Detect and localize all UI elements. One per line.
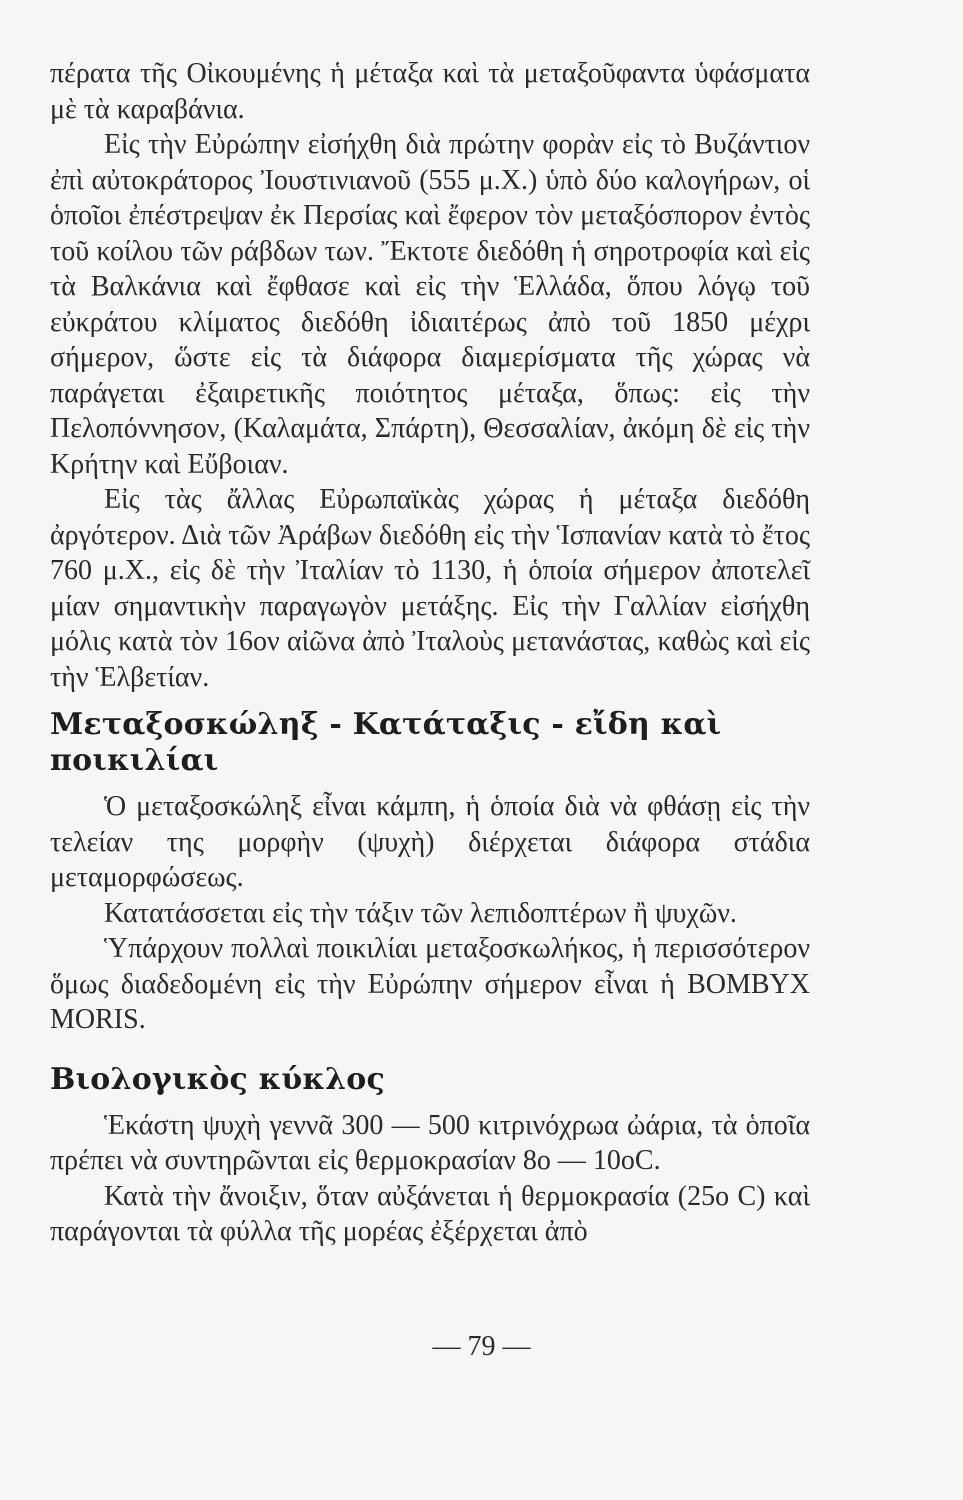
section-heading-silkworm: Μεταξοσκώληξ - Κατάταξις - εἴδη καὶ ποικιλίαι [50, 707, 722, 778]
paragraph-4: Ὁ μεταξοσκώληξ εἶναι κάμπη, ἡ ὁποία διὰ νὰ φθάσῃ εἰς τὴν τελείαν της μορφὴν (ψυχὴ) διέρχεται διάφορα στάδια μεταμορφώσεως. [50, 791, 810, 893]
paragraph-5: Κατατάσσεται εἰς τὴν τάξιν τῶν λεπιδοπτέρων ἢ ψυχῶν. [104, 897, 737, 929]
paragraph-2: Εἰς τὴν Εὐρώπην εἰσήχθη διὰ πρώτην φορὰν εἰς τὸ Βυζάντιον ἐπὶ αὐτοκράτορος Ἰουστινιανοῦ (555 μ.Χ.) ὑπὸ δύο καλογήρων, οἱ ὁποῖοι ἐπέστρεψαν ἐκ Περσίας καὶ ἔφερον τὸν μεταξόσπορον ἐντὸς τοῦ κοίλου τῶν ράβδων των. Ἔκτοτε διεδόθη ἡ σηροτροφία καὶ εἰς τὰ Βαλκάνια καὶ ἔφθασε καὶ εἰς τὴν Ἑλλάδα, ὅπου λόγῳ τοῦ εὐκράτου κλίματος διεδόθη ἰδιαιτέρως ἀπὸ τοῦ 1850 μέχρι σήμερον, ὥστε εἰς τὰ διάφορα διαμερίσματα τῆς χώρας νὰ παράγεται ἐξαιρετικῆς ποιότητος μέταξα, ὅπως: εἰς τὴν Πελοπόννησον, (Καλαμάτα, Σπάρτη), Θεσσαλίαν, ἀκόμη δὲ εἰς τὴν Κρήτην καὶ Εὔβοιαν. [50, 129, 810, 480]
page-number: — 79 — [432, 1331, 531, 1362]
paragraph-1: πέρατα τῆς Οἰκουμένης ἡ μέταξα καὶ τὰ μεταξοῦφαντα ὑφάσματα μὲ τὰ καραβάνια. [50, 58, 810, 125]
paragraph-3: Εἰς τὰς ἄλλας Εὐρωπαϊκὰς χώρας ἡ μέταξα διεδόθη ἀργότερον. Διὰ τῶν Ἀράβων διεδόθη εἰς τὴν Ἱσπανίαν κατὰ τὸ ἔτος 760 μ.Χ., εἰς δὲ τὴν Ἰταλίαν τὸ 1130, ἡ ὁποία σήμερον ἀποτελεῖ μίαν σημαντικὴν παραγωγὸν μετάξης. Εἰς τὴν Γαλλίαν εἰσήχθη μόλις κατὰ τὸν 16ον αἰῶνα ἀπὸ Ἰταλοὺς μετανάστας, καθὼς καὶ εἰς τὴν Ἑλβετίαν. [50, 484, 810, 693]
section-heading-biological-cycle: Βιολογικὸς κύκλος [50, 1061, 385, 1097]
paragraph-8: Κατὰ τὴν ἄνοιξιν, ὅταν αὐξάνεται ἡ θερμοκρασία (25ο C) καὶ παράγονται τὰ φύλλα τῆς μορέας ἐξέρχεται ἀπὸ [50, 1180, 810, 1247]
paragraph-7: Ἑκάστη ψυχὴ γεννᾶ 300 — 500 κιτρινόχρωα ὠάρια, τὰ ὁποῖα πρέπει νὰ συντηρῶνται εἰς θερμοκρασίαν 8ο — 10oC. [50, 1109, 810, 1176]
paragraph-6: Ὑπάρχουν πολλαὶ ποικιλίαι μεταξοσκωλήκος, ἡ περισσότερον ὅμως διαδεδομένη εἰς τὴν Εὐρώπην σήμερον εἶναι ἡ BOMBYX MORIS. [50, 933, 810, 1035]
page-body [50, 56, 810, 1250]
